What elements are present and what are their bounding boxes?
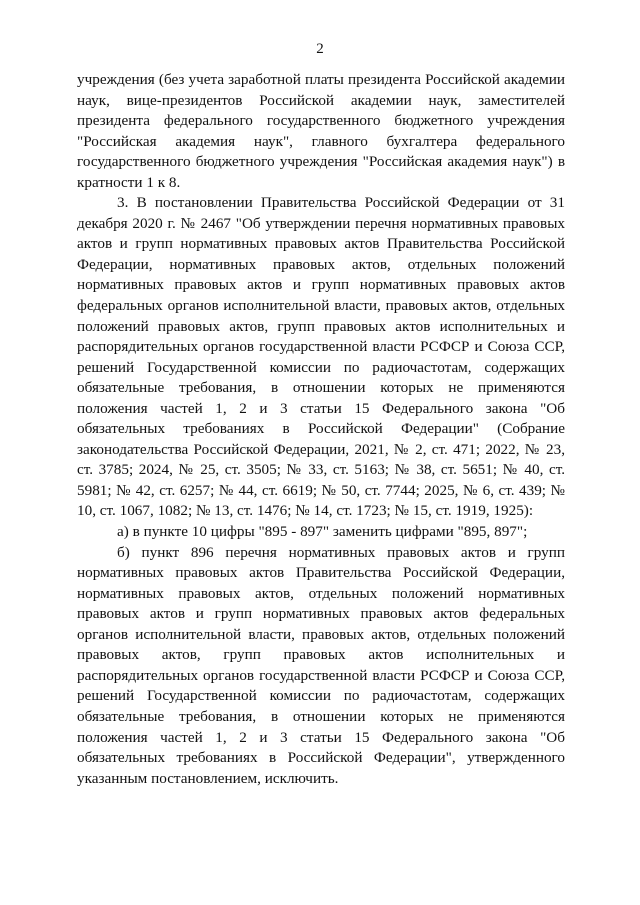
paragraph-item-a: а) в пункте 10 цифры "895 - 897" заменить цифрами "895, 897"; (117, 523, 528, 541)
page-number: 2 (316, 41, 324, 57)
paragraph-continuation: учреждения (без учета заработной платы президента Российской академии наук, вице-президентов Российской академии наук, заместителей президента федерального государственного бюджетного учреждения "Российская академия наук", главного бухгалтера федерального государственного бюджетного учреждения "Российская академия наук") в кратности 1 к 8. (77, 71, 565, 191)
paragraph-point-3: 3. В постановлении Правительства Российской Федерации от 31 декабря 2020 г. № 2467 "Об утверждении перечня нормативных правовых актов и групп нормативных правовых актов Правительства Российской Федерации, нормативных правовых актов, отдельных положений нормативных правовых актов и групп нормативных правовых актов федеральных органов исполнительной власти, правовых актов, отдельных положений правовых актов, групп правовых актов исполнительных и распорядительных органов государственной власти РСФСР и Союза ССР, решений Государственной комиссии по радиочастотам, содержащих обязательные требования, в отношении которых не применяются положения частей 1, 2 и 3 статьи 15 Федерального закона "Об обязательных требованиях в Российской Федерации" (Собрание законодательства Российской Федерации, 2021, № 2, ст. 471; 2022, № 23, ст. 3785; 2024, № 25, ст. 3505; № 33, ст. 5163; № 38, ст. 5651; № 40, ст. 5981; № 42, ст. 6257; № 44, ст. 6619; № 50, ст. 7744; 2025, № 6, ст. 439; № 10, ст. 1067, 1082; № 13, ст. 1476; № 14, ст. 1723; № 15, ст. 1919, 1925): (77, 194, 565, 520)
paragraph-item-b: б) пункт 896 перечня нормативных правовых актов и групп нормативных правовых актов Правительства Российской Федерации, нормативных правовых актов, отдельных положений нормативных правовых актов и групп нормативных правовых актов федеральных органов исполнительной власти, правовых актов, отдельных положений правовых актов, групп правовых актов исполнительных и распорядительных органов государственной власти РСФСР и Союза ССР, решений Государственной комиссии по радиочастотам, содержащих обязательные требования, в отношении которых не применяются положения частей 1, 2 и 3 статьи 15 Федерального закона "Об обязательных требованиях в Российской Федерации", утвержденного указанным постановлением, исключить. (77, 543, 565, 787)
document-body (77, 70, 565, 789)
